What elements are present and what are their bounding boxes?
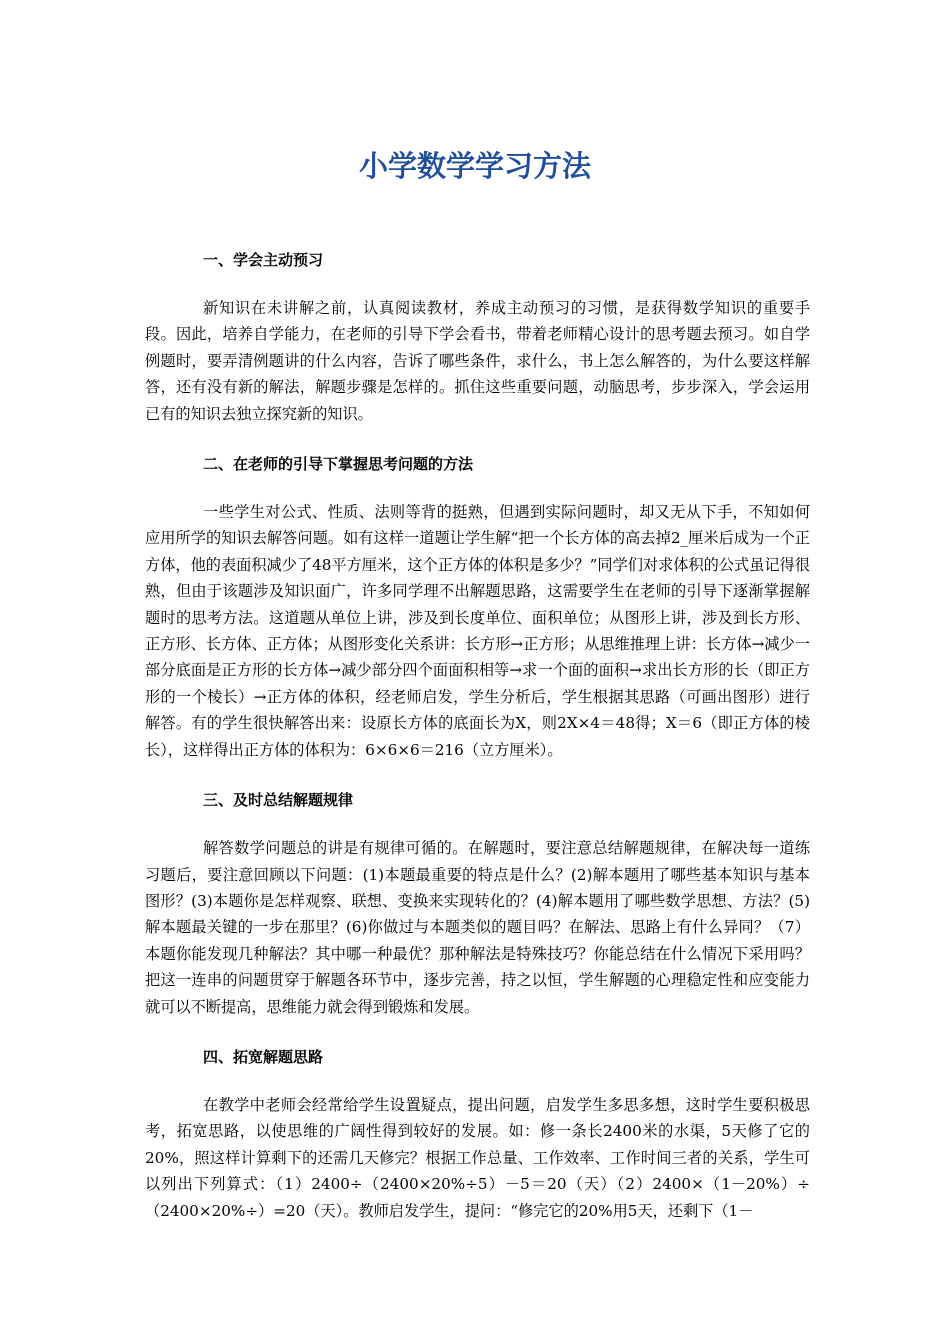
document-title: 小学数学学习方法 (358, 149, 591, 183)
section-paragraph: 新知识在未讲解之前，认真阅读教材，养成主动预习的习惯，是获得数学知识的重要手段。因此，培养自学能力，在老师的引导下学会看书，带着老师精心设计的思考题去预习。如自学例题时，要弄清例题讲的什么内容，告诉了哪些条件，求什么，书上怎么解答的，为什么要这样解答，还有没有新的解法，解题步骤是怎样的。抓住这些重要问题，动脑思考，步步深入，学会运用已有的知识去独立探究新的知识。 (145, 299, 810, 423)
section-paragraph: 解答数学问题总的讲是有规律可循的。在解题时，要注意总结解题规律，在解决每一道练习题后，要注意回顾以下问题：(1)本题最重要的特点是什么？(2)解本题用了哪些基本知识与基本图形？(3)本题你是怎样观察、联想、变换来实现转化的？(4)解本题用了哪些数学思想、方法？(5)解本题最关键的一步在那里？(6)你做过与本题类似的题目吗？在解法、思路上有什么异同？（7）本题你能发现几种解法？其中哪一种最优？那种解法是特殊技巧？你能总结在什么情况下采用吗？把这一连串的问题贯穿于解题各环节中，逐步完善，持之以恒，学生解题的心理稳定性和应变能力就可以不断提高，思维能力就会得到锻炼和发展。 (145, 839, 810, 1016)
section-paragraph: 在教学中老师会经常给学生设置疑点，提出问题，启发学生多思多想，这时学生要积极思考，拓宽思路，以使思维的广阔性得到较好的发展。如：修一条长2400米的水渠，5天修了它的20%，照这样计算剩下的还需几天修完？根据工作总量、工作效率、工作时间三者的关系，学生可以列出下列算式：（1）2400÷（2400×20%÷5）－5＝20（天）（2）2400×（1－20%）÷（2400×20%÷）=20（天）。教师启发学生，提问：“修完它的20%用5天，还剩下（1－ (145, 1095, 810, 1220)
section-heading: 二、在老师的引导下掌握思考问题的方法 (203, 455, 474, 474)
section-paragraph: 一些学生对公式、性质、法则等背的挺熟，但遇到实际问题时，却又无从下手，不知如何应用所学的知识去解答问题。如有这样一道题让学生解“把一个长方体的高去掉2_厘米后成为一个正方体，他的表面积减少了48平方厘米，这个正方体的体积是多少？”同学们对求体积的公式虽记得很熟，但由于该题涉及知识面广，许多同学理不出解题思路，这需要学生在老师的引导下逐渐掌握解题时的思考方法。这道题从单位上讲，涉及到长度单位、面积单位；从图形上讲，涉及到长方形、正方形、长方体、正方体；从图形变化关系讲：长方形→正方形；从思维推理上讲：长方体→减少一部分底面是正方形的长方体→减少部分四个面面积相等→求一个面的面积→求出长方形的长（即正方形的一个棱长）→正方体的体积，经老师启发，学生分析后，学生根据其思路（可画出图形）进行解答。有的学生很快解答出来：设原长方体的底面长为X，则2X×4＝48得；X＝6（即正方体的棱长），这样得出正方体的体积为：6×6×6＝216（立方厘米）。 (145, 503, 810, 759)
section-heading: 一、学会主动预习 (203, 251, 324, 269)
document-body (145, 247, 810, 1224)
section-heading: 四、拓宽解题思路 (203, 1047, 324, 1066)
section-heading: 三、及时总结解题规律 (203, 791, 354, 810)
